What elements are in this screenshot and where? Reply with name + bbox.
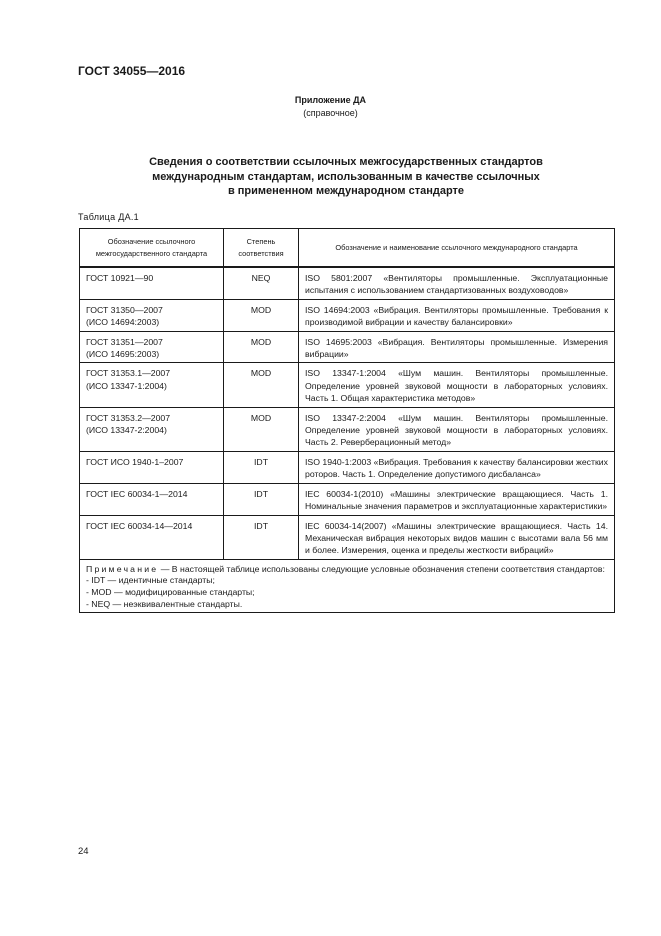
note-item: - IDT — идентичные стандарты; — [86, 575, 215, 586]
cell-gost — [80, 331, 224, 363]
header-gost: Обозначение ссылочного межгосударственного стандарта — [80, 229, 224, 268]
header-intl: Обозначение и наименование ссылочного международного стандарта — [299, 229, 615, 268]
cell-gost — [80, 267, 224, 299]
note-row — [80, 559, 615, 612]
main-title-line: Сведения о соответствии ссылочных межгосударственных стандартов — [149, 156, 543, 168]
cell-degree: MOD — [224, 299, 299, 331]
table-body — [80, 267, 615, 559]
cell-gost — [80, 407, 224, 451]
document-code: ГОСТ 34055—2016 — [78, 64, 186, 78]
cell-intl-standard: ISO 13347-2:2004 «Шум машин. Вентиляторы промышленные. Определение уровней звуковой мощности в лабораторных условиях. Часть 2. Реверберационный метод» — [299, 407, 615, 451]
standards-table — [79, 228, 615, 613]
table-row — [80, 407, 615, 451]
table-header-row — [80, 229, 615, 268]
gost-designation: ГОСТ ИСО 1940-1–2007 — [86, 456, 184, 467]
cell-intl-standard: IEC 60034-1(2010) «Машины электрические вращающиеся. Часть 1. Номинальные значения параметров и эксплуатационные характеристики» — [299, 483, 615, 515]
cell-gost — [80, 363, 224, 407]
gost-designation: ГОСТ 31351—2007 — [86, 336, 163, 347]
note-item: - NEQ — неэквивалентные стандарты. — [86, 598, 243, 609]
main-title — [120, 155, 572, 199]
gost-designation: (ИСО 13347-1:2004) — [86, 380, 167, 391]
gost-designation: ГОСТ 31353.1—2007 — [86, 368, 171, 379]
cell-degree: MOD — [224, 407, 299, 451]
gost-designation: ГОСТ 31353.2—2007 — [86, 412, 171, 423]
cell-intl-standard: ISO 14695:2003 «Вибрация. Вентиляторы промышленные. Измерения вибрации» — [299, 331, 615, 363]
header-degree: Степень соответствия — [224, 229, 299, 268]
appendix-heading — [0, 94, 661, 120]
main-title-line: в примененном международном стандарте — [227, 185, 465, 197]
cell-degree: IDT — [224, 515, 299, 559]
cell-gost — [80, 299, 224, 331]
gost-designation: (ИСО 13347-2:2004) — [86, 425, 167, 436]
cell-degree: IDT — [224, 483, 299, 515]
cell-degree: NEQ — [224, 267, 299, 299]
gost-designation: (ИСО 14694:2003) — [86, 317, 160, 328]
table-row — [80, 363, 615, 407]
table-caption: Таблица ДА.1 — [78, 212, 139, 222]
cell-intl-standard: ISO 13347-1:2004 «Шум машин. Вентиляторы промышленные. Определение уровней звуковой мощности в лабораторных условиях. Часть 1. Общая характеристика методов» — [299, 363, 615, 407]
gost-designation: ГОСТ 10921—90 — [86, 273, 154, 283]
cell-gost — [80, 515, 224, 559]
cell-degree: IDT — [224, 451, 299, 483]
table-row — [80, 515, 615, 559]
cell-gost — [80, 451, 224, 483]
page-number: 24 — [78, 846, 89, 857]
main-title-line: международным стандартам, использованным в качестве ссылочных — [152, 170, 540, 183]
note-item: - MOD — модифицированные стандарты; — [86, 586, 255, 597]
table-row — [80, 331, 615, 363]
table-note — [80, 559, 615, 612]
cell-intl-standard: ISO 5801:2007 «Вентиляторы промышленные. Эксплуатационные испытания с использованием стандартизованных воздуховодов» — [299, 267, 615, 299]
cell-degree: MOD — [224, 331, 299, 363]
appendix-subtitle: (справочное) — [303, 108, 358, 118]
cell-intl-standard: ISO 1940-1:2003 «Вибрация. Требования к качеству балансировки жестких роторов. Часть 1. Определение допустимого дисбаланса» — [299, 451, 615, 483]
note-text: — В настоящей таблице использованы следующие условные обозначения степени соответствия стандартов: — [158, 563, 605, 574]
table-row — [80, 451, 615, 483]
cell-degree: MOD — [224, 363, 299, 407]
table-row — [80, 299, 615, 331]
note-label: Примечание — [86, 563, 159, 574]
cell-gost — [80, 483, 224, 515]
gost-designation: ГОСТ IEC 60034-1—2014 — [86, 488, 188, 499]
cell-intl-standard: IEC 60034-14(2007) «Машины электрические вращающиеся. Часть 14. Механическая вибрация некоторых видов машин с высотами вала 56 мм и более. Измерения, оценка и пределы жесткости вибраций» — [299, 515, 615, 559]
table-row — [80, 267, 615, 299]
table-row — [80, 483, 615, 515]
gost-designation: ГОСТ IEC 60034-14—2014 — [86, 520, 193, 531]
cell-intl-standard: ISO 14694:2003 «Вибрация. Вентиляторы промышленные. Требования к производимой вибрации и качеству балансировки» — [299, 299, 615, 331]
gost-designation: (ИСО 14695:2003) — [86, 349, 160, 360]
appendix-title: Приложение ДА — [294, 95, 367, 105]
gost-designation: ГОСТ 31350—2007 — [86, 304, 163, 315]
